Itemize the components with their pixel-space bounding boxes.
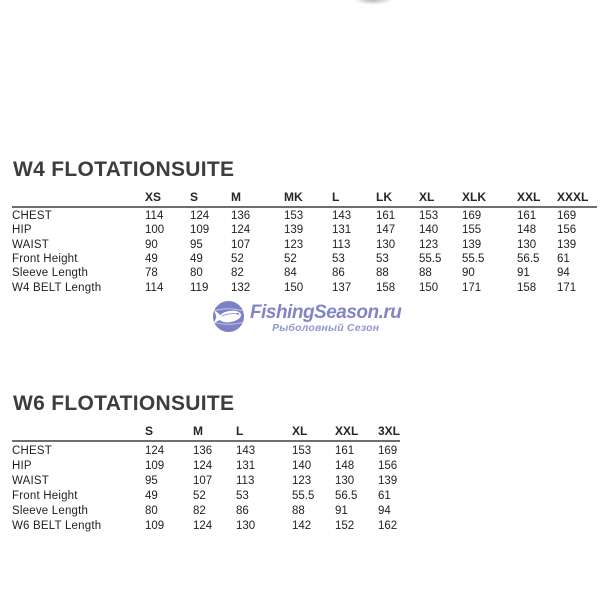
row-label: WAIST [12,474,49,487]
cell-value: 130 [236,519,256,532]
cell-value: 171 [462,281,482,294]
cell-value: 161 [335,444,355,457]
cell-value: 169 [557,210,577,223]
watermark-text [250,303,401,334]
cell-value: 158 [517,281,537,294]
cell-value: 84 [284,267,297,280]
row-label: Front Height [12,253,78,266]
row-label: W6 BELT Length [12,519,102,532]
cell-value: 100 [145,224,165,237]
column-header: S [190,190,199,204]
cell-value: 52 [231,253,244,266]
cell-value: 114 [145,281,164,294]
cell-value: 124 [193,519,213,532]
column-header: XXL [335,424,359,438]
w6-section [12,393,400,533]
table-row [12,473,400,488]
cell-value: 86 [236,504,249,517]
cell-value: 91 [517,267,530,280]
cell-value: 139 [284,224,304,237]
cell-value: 123 [284,238,304,251]
row-label: HIP [12,459,32,472]
cell-value: 123 [419,238,439,251]
cell-value: 109 [145,459,165,472]
cell-value: 88 [292,504,305,517]
cell-value: 153 [419,210,439,223]
cell-value: 130 [335,474,355,487]
w6-title: W6 FLOTATIONSUITE [13,392,235,415]
cell-value: 169 [462,210,482,223]
column-header: XXL [517,190,541,204]
row-label: Front Height [12,489,78,502]
table-row [12,266,597,280]
cell-value: 53 [376,253,389,266]
cell-value: 147 [376,224,396,237]
cell-value: 136 [231,210,251,223]
cell-value: 140 [419,224,439,237]
cell-value: 150 [284,281,304,294]
cell-value: 53 [332,253,345,266]
row-label: Sleeve Length [12,504,89,517]
cell-value: 139 [462,238,482,251]
cell-value: 55.5 [292,489,315,502]
cell-value: 80 [145,504,158,517]
cropped-photo-edge [347,0,399,5]
globe-fish-icon [212,300,245,333]
column-header: XLK [462,190,486,204]
table-row [12,458,400,473]
table-header-row [12,423,400,442]
cell-value: 113 [332,238,351,251]
cell-value: 139 [378,474,398,487]
cell-value: 82 [231,267,244,280]
cell-value: 90 [462,267,475,280]
cell-value: 123 [292,474,312,487]
cell-value: 94 [557,267,570,280]
column-header: M [231,190,241,204]
cell-value: 90 [145,238,158,251]
cell-value: 169 [378,444,398,457]
cell-value: 131 [236,459,256,472]
cell-value: 152 [335,519,355,532]
column-header: L [236,424,244,438]
cell-value: 153 [284,210,304,223]
w6-size-table [12,423,400,533]
cell-value: 95 [145,474,158,487]
table-row [12,518,400,533]
cell-value: 153 [292,444,312,457]
column-header: XL [292,424,308,438]
table-row [12,443,400,458]
row-label: WAIST [12,238,49,251]
cell-value: 124 [231,224,251,237]
cell-value: 109 [190,224,210,237]
cell-value: 53 [236,489,249,502]
cell-value: 52 [284,253,297,266]
cell-value: 56.5 [517,253,540,266]
column-header: XS [145,190,162,204]
cell-value: 130 [517,238,537,251]
table-row [12,238,597,252]
table-row [12,252,597,266]
table-header-row [12,189,597,208]
cell-value: 136 [193,444,213,457]
cell-value: 156 [378,459,398,472]
w4-size-table [12,189,597,295]
cell-value: 161 [376,210,396,223]
watermark-subtitle: Рыболовный Сезон [272,322,380,334]
table-row [12,503,400,518]
cell-value: 113 [236,474,255,487]
cell-value: 171 [557,281,577,294]
column-header: XXXL [557,190,589,204]
cell-value: 140 [292,459,312,472]
w4-section [12,159,597,295]
cell-value: 124 [145,444,165,457]
cell-value: 162 [378,519,398,532]
column-header: S [145,424,154,438]
table-row [12,488,400,503]
cell-value: 137 [332,281,352,294]
table-body [12,208,597,295]
cell-value: 109 [145,519,165,532]
cell-value: 148 [335,459,355,472]
column-header: MK [284,190,303,204]
cell-value: 132 [231,281,251,294]
cell-value: 80 [190,267,203,280]
cell-value: 143 [332,210,352,223]
cell-value: 155 [462,224,482,237]
table-row [12,209,597,223]
row-label: W4 BELT Length [12,281,102,294]
row-label: CHEST [12,210,52,223]
cell-value: 88 [376,267,389,280]
table-row [12,223,597,237]
cell-value: 49 [190,253,203,266]
cell-value: 49 [145,253,158,266]
cell-value: 88 [419,267,432,280]
cell-value: 158 [376,281,396,294]
cell-value: 78 [145,267,158,280]
cell-value: 55.5 [419,253,442,266]
cell-value: 148 [517,224,537,237]
row-label: Sleeve Length [12,267,89,280]
table-body [12,442,400,533]
cell-value: 119 [190,281,209,294]
cell-value: 139 [557,238,577,251]
column-header: XL [419,190,435,204]
cell-value: 95 [190,238,203,251]
cell-value: 82 [193,504,206,517]
cell-value: 86 [332,267,345,280]
cell-value: 124 [190,210,210,223]
cell-value: 49 [145,489,158,502]
cell-value: 91 [335,504,348,517]
cell-value: 124 [193,459,213,472]
cell-value: 94 [378,504,391,517]
cell-value: 161 [517,210,537,223]
watermark-title: FishingSeason.ru [250,302,402,323]
row-label: CHEST [12,444,52,457]
cell-value: 52 [193,489,206,502]
cell-value: 131 [332,224,352,237]
cell-value: 143 [236,444,256,457]
column-header: LK [376,190,392,204]
cell-value: 55.5 [462,253,485,266]
cell-value: 130 [376,238,396,251]
column-header: M [193,424,203,438]
cell-value: 56.5 [335,489,358,502]
cell-value: 107 [193,474,213,487]
column-header: 3XL [378,424,401,438]
table-row [12,280,597,294]
watermark [212,300,401,334]
cell-value: 107 [231,238,251,251]
cell-value: 150 [419,281,439,294]
cell-value: 61 [557,253,570,266]
cell-value: 142 [292,519,312,532]
cell-value: 114 [145,210,164,223]
cell-value: 156 [557,224,577,237]
cell-value: 61 [378,489,391,502]
w4-title: W4 FLOTATIONSUITE [13,158,235,181]
row-label: HIP [12,224,32,237]
column-header: L [332,190,340,204]
